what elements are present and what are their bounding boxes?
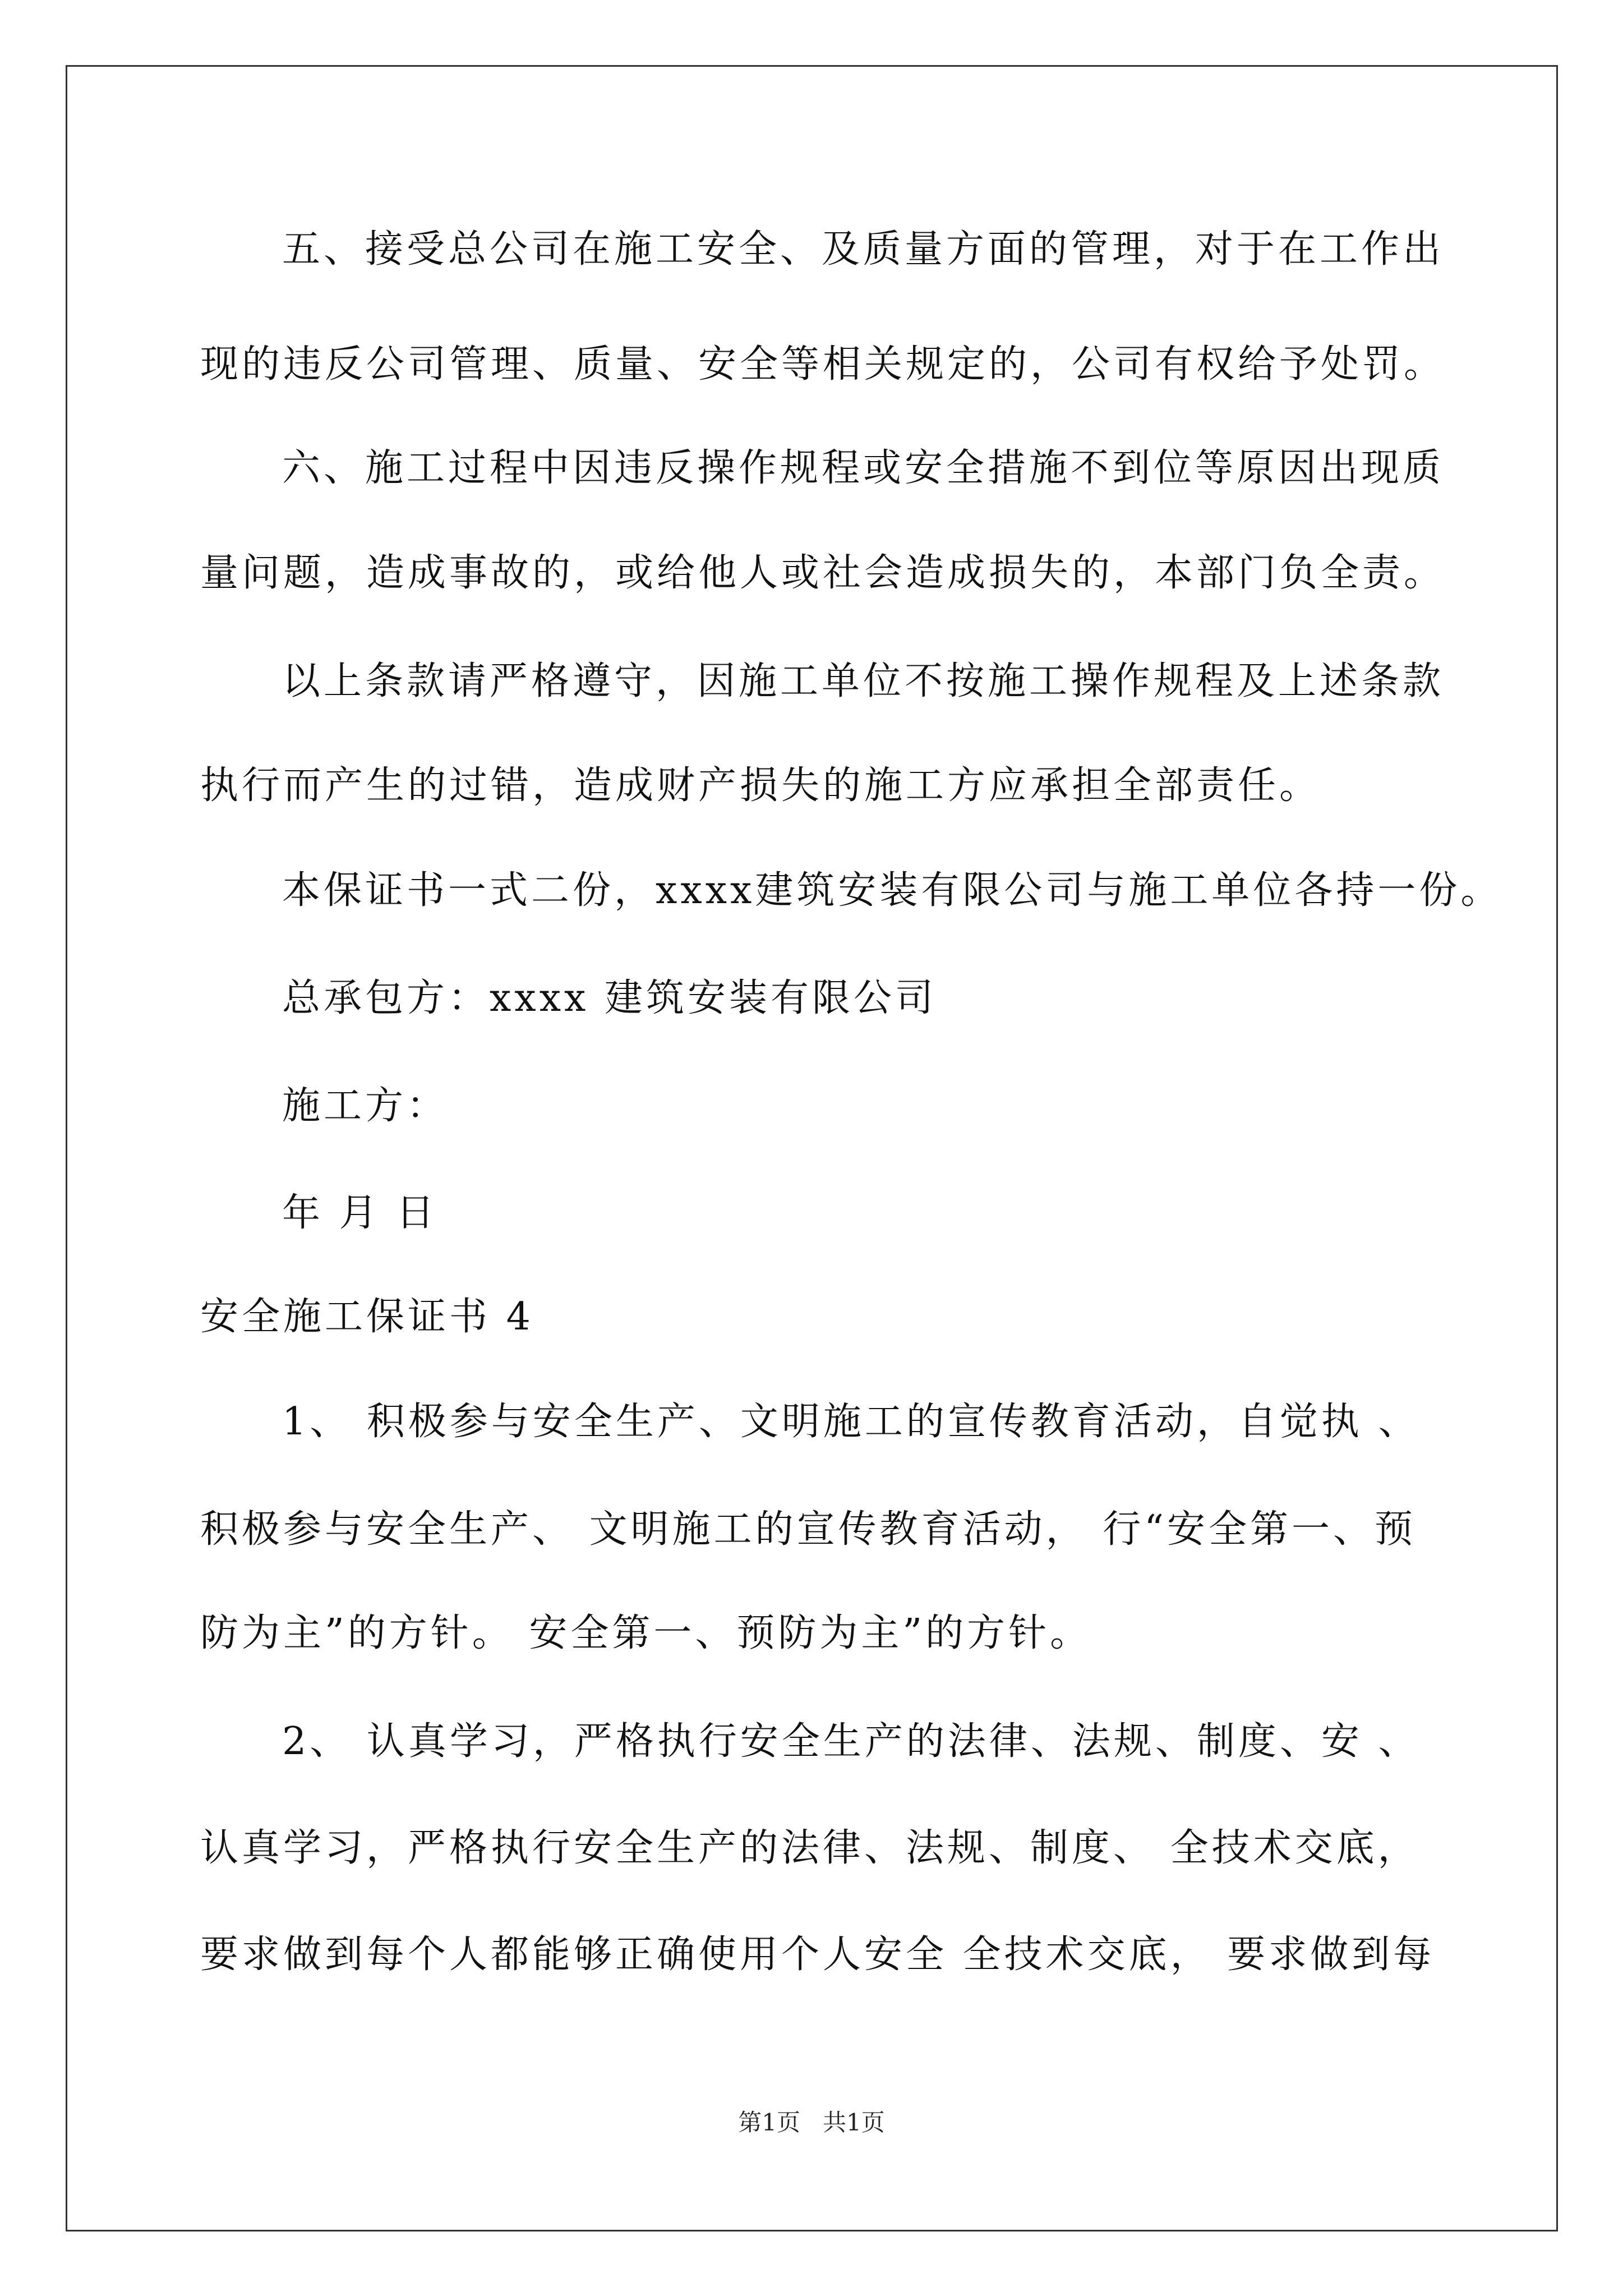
signature-date: 年 月 日	[282, 1191, 438, 1235]
paragraph-line-8: 1、 积极参与安全生产、文明施工的宣传教育活动，自觉执 、	[282, 1400, 1420, 1444]
paragraph-line-13: 要求做到每个人都能够正确使用个人安全 全技术交底， 要求做到每	[200, 1932, 1435, 1977]
paragraph-line-2: 现的违反公司管理、质量、安全等相关规定的，公司有权给予处罚。	[200, 342, 1446, 386]
paragraph-line-12: 认真学习，严格执行安全生产的法律、法规、制度、 全技术交底，	[200, 1826, 1419, 1870]
paragraph-line-11: 2、 认真学习，严格执行安全生产的法律、法规、制度、安 、	[282, 1719, 1420, 1764]
paragraph-line-6: 执行而产生的过错，造成财产损失的施工方应承担全部责任。	[200, 763, 1321, 808]
paragraph-line-10: 防为主”的方针。 安全第一、预防为主”的方针。	[200, 1611, 1092, 1655]
paragraph-line-7: 本保证书一式二份，xxxx建筑安装有限公司与施工单位各持一份。	[282, 868, 1502, 913]
paragraph-line-3: 六、施工过程中因违反操作规程或安全措施不到位等原因出现质	[282, 446, 1445, 490]
page-number-footer: 第1页 共1页	[738, 2109, 885, 2136]
signature-contractor: 总承包方：xxxx 建筑安装有限公司	[282, 976, 937, 1020]
paragraph-line-9: 积极参与安全生产、 文明施工的宣传教育活动， 行“安全第一、预	[200, 1507, 1416, 1552]
signature-constructor: 施工方：	[282, 1084, 449, 1128]
paragraph-line-4: 量问题，造成事故的，或给他人或社会造成损失的，本部门负全责。	[200, 551, 1446, 595]
section-heading: 安全施工保证书 4	[200, 1295, 534, 1339]
paragraph-line-1: 五、接受总公司在施工安全、及质量方面的管理，对于在工作出	[282, 227, 1445, 272]
page-border	[66, 65, 1558, 2231]
paragraph-line-5: 以上条款请严格遵守，因施工单位不按施工操作规程及上述条款	[282, 659, 1445, 703]
